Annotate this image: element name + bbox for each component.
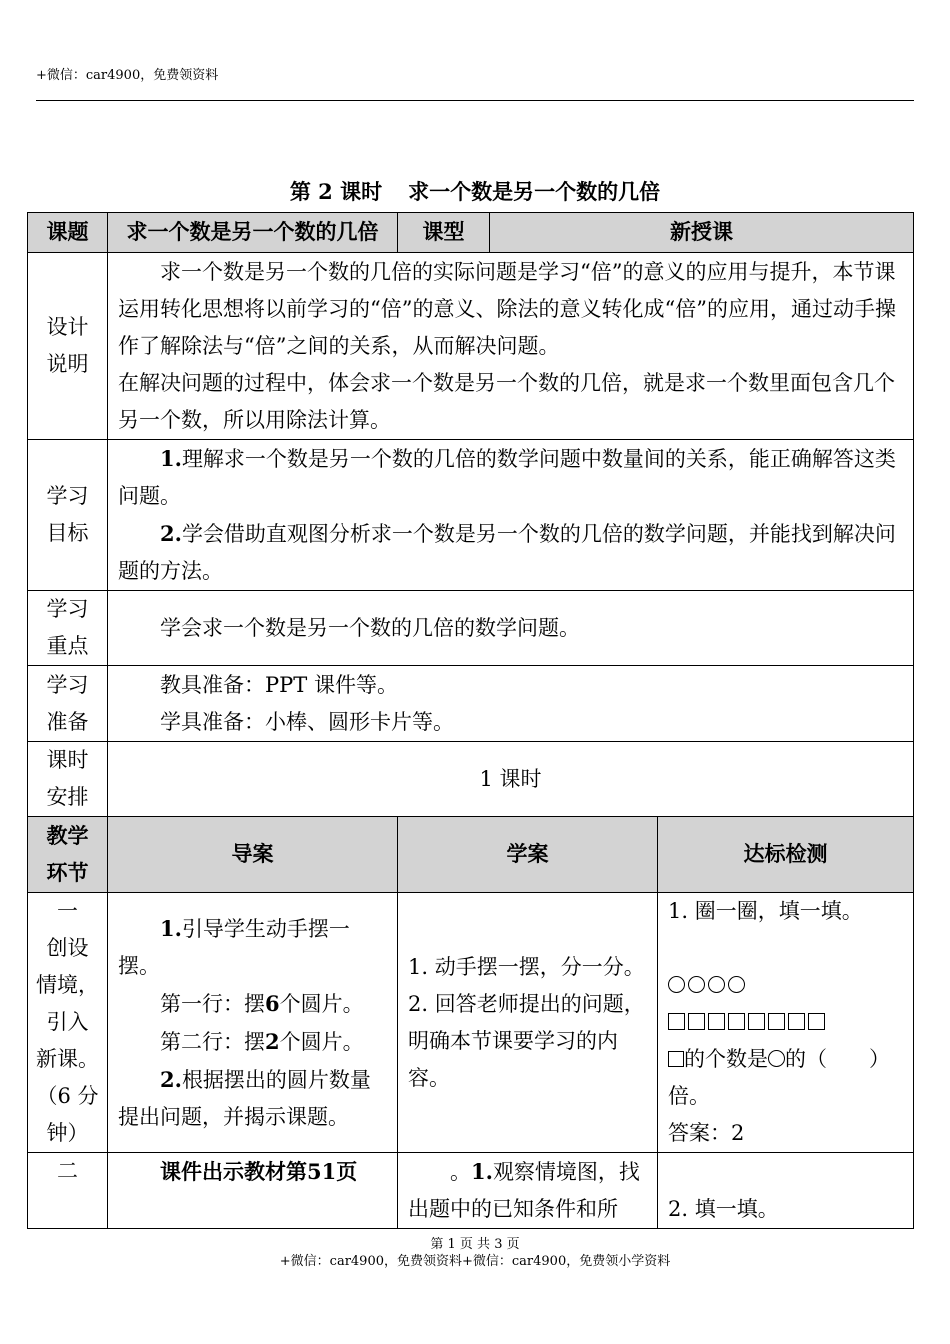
prep-content <box>108 666 914 742</box>
stage-1-study <box>398 893 658 1153</box>
circle-row <box>668 967 903 1004</box>
check-head: 达标检测 <box>658 817 914 893</box>
prep-label: 学习 准备 <box>28 666 108 742</box>
page-number: 第 1 页 共 3 页 <box>430 1237 520 1252</box>
topic-label: 课题 <box>28 213 108 253</box>
type-value: 新授课 <box>490 213 914 253</box>
footer-note: +微信：car4900，免费领资料+微信：car4900，免费领小学资料 <box>279 1254 671 1269</box>
time-label: 课时 安排 <box>28 742 108 817</box>
square-icon <box>808 1013 825 1030</box>
lesson-plan-table <box>27 212 914 1229</box>
stage-2-label: 二 <box>28 1153 108 1229</box>
lesson-topic: 求一个数是另一个数的几倍 <box>408 179 661 204</box>
goal-1: 1.理解求一个数是另一个数的几倍的数学问题中数量间的关系，能正确解答这类问题。 <box>118 446 896 508</box>
square-icon <box>748 1013 765 1030</box>
header-note: +微信：car4900，免费领资料 <box>36 68 219 83</box>
check-question: 的个数是 的（ ）倍。 <box>668 1047 890 1108</box>
row-goals <box>28 440 914 591</box>
stage-2-guide: 课件出示教材第51页 <box>108 1153 398 1229</box>
guide-row-1: 第一行：摆6个圆片。 <box>160 990 364 1016</box>
type-label: 课型 <box>398 213 490 253</box>
square-icon <box>768 1013 785 1030</box>
guide-head: 导案 <box>108 817 398 893</box>
row-design <box>28 253 914 440</box>
design-label: 设计 说明 <box>28 253 108 440</box>
square-icon <box>708 1013 725 1030</box>
circle-icon <box>768 1050 785 1067</box>
goal-2: 2.学会借助直观图分析求一个数是另一个数的几倍的数学问题，并能找到解决问题的方法。 <box>118 521 896 583</box>
row-section-heads <box>28 817 914 893</box>
time-value: 1 课时 <box>108 742 914 817</box>
goals-content <box>108 440 914 591</box>
square-icon <box>728 1013 745 1030</box>
circle-icon <box>728 976 745 993</box>
goals-label: 学习 目标 <box>28 440 108 591</box>
circle-icon <box>668 976 685 993</box>
check-answer: 答案：2 <box>668 1121 745 1145</box>
guide-row-2: 第二行：摆2个圆片。 <box>160 1028 364 1054</box>
page-title <box>0 176 950 206</box>
circle-icon <box>708 976 725 993</box>
row-topic <box>28 213 914 253</box>
stage-1-check <box>658 893 914 1153</box>
design-content <box>108 253 914 440</box>
row-focus <box>28 591 914 666</box>
square-row <box>668 1004 903 1041</box>
guide-step-2: 2.根据摆出的圆片数量提出问题，并揭示课题。 <box>118 1066 371 1129</box>
square-icon <box>688 1013 705 1030</box>
stage-2-check: 2. 填一填。 <box>658 1153 914 1229</box>
stage-1-guide <box>108 893 398 1153</box>
stage-head: 教学 环节 <box>28 817 108 893</box>
row-prep <box>28 666 914 742</box>
design-paragraph-2: 在解决问题的过程中，体会求一个数是另一个数的几倍，就是求一个数里面包含几个另一个数，所以用除法计算。 <box>118 370 895 432</box>
check-title: 1. 圈一圈，填一填。 <box>668 899 863 923</box>
teacher-materials: 教具准备：PPT 课件等。 <box>160 672 398 697</box>
row-time <box>28 742 914 817</box>
stage-1-label: 一 创设 情境， 引入 新课。 （6 分 钟） <box>28 893 108 1153</box>
focus-content: 学会求一个数是另一个数的几倍的数学问题。 <box>108 591 914 666</box>
lesson-number: 第 2 课时 <box>289 179 383 204</box>
topic-value: 求一个数是另一个数的几倍 <box>108 213 398 253</box>
guide-step-1: 1.引导学生动手摆一摆。 <box>118 915 350 978</box>
study-observe: 。1.观察情境图，找出题中的已知条件和所 <box>408 1159 640 1221</box>
student-materials: 学具准备：小棒、圆形卡片等。 <box>160 709 454 734</box>
stage-2-study <box>398 1153 658 1229</box>
circle-icon <box>688 976 705 993</box>
square-icon <box>668 1051 684 1067</box>
study-step-2: 2. 回答老师提出的问题，明确本节课要学习的内容。 <box>408 991 645 1090</box>
row-stage-1 <box>28 893 914 1153</box>
design-paragraph-1: 求一个数是另一个数的几倍的实际问题是学习“倍”的意义的应用与提升，本节课运用转化思想将以前学习的“倍”的意义、除法的意义转化成“倍”的应用，通过动手操作了解除法与“倍”之间的关系，从而解决问题。 <box>118 259 896 358</box>
header-rule <box>36 100 914 101</box>
square-icon <box>788 1013 805 1030</box>
study-head: 学案 <box>398 817 658 893</box>
study-step-1: 1. 动手摆一摆，分一分。 <box>408 954 645 979</box>
square-icon <box>668 1013 685 1030</box>
focus-label: 学习 重点 <box>28 591 108 666</box>
row-stage-2 <box>28 1153 914 1229</box>
